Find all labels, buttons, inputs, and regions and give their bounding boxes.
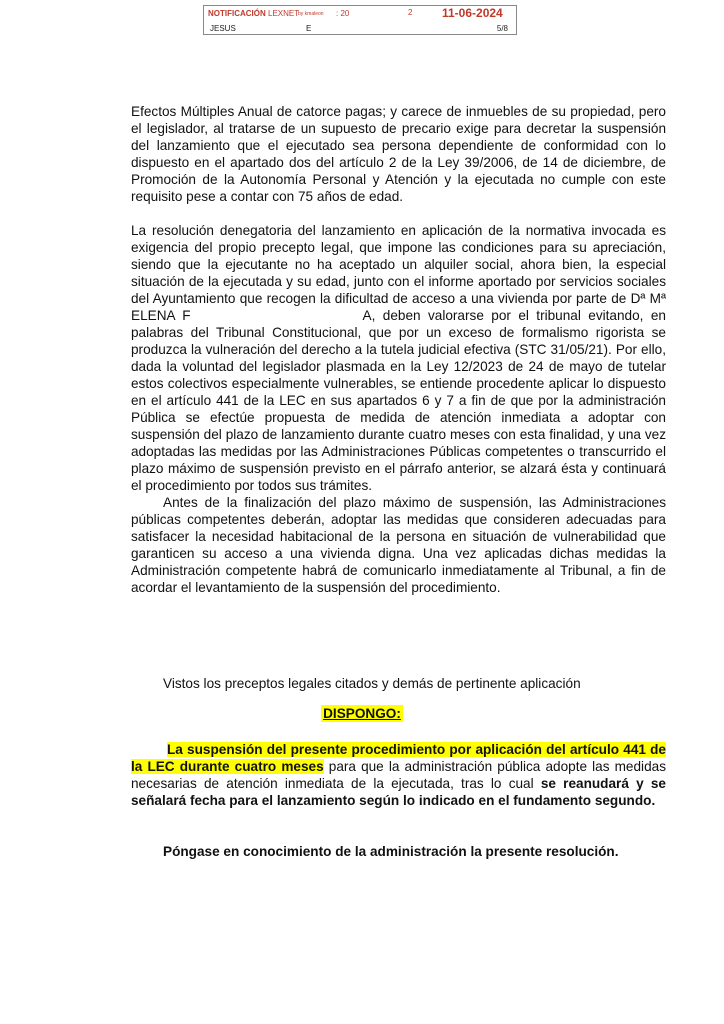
dispongo-heading-wrap: [0, 705, 724, 723]
paragraph-2: [131, 222, 666, 494]
paragraph-3: Antes de la finalización del plazo máximo de suspensión, las Administraciones públicas competentes deberán, adoptar las medidas que consideren adecuadas para satisfacer la necesidad habitacional de la persona en situación de vulnerabilidad que garanticen su acceso a una vivienda digna. Una vez aplicadas dichas medidas la Administración competente habrá de comunicarlo inmediatamente al Tribunal, a fin de acordar el levantamiento de la suspensión del procedimiento.: [131, 495, 666, 595]
page-number: 5/8: [496, 24, 508, 33]
vistos-line: Vistos los preceptos legales citados y demás de pertinente aplicación: [163, 676, 581, 691]
paragraph-2-part-a: La resolución denegatoria del lanzamiento en aplicación de la normativa invocada es exigencia del propio precepto legal, que impone las condiciones para su apreciación, siendo que la ejecutante no ha aceptado un alquiler social, ahora bien, la especial situación de la ejecutada y su edad, junto con el informe aportado por servicios sociales del Ayuntamiento que recogen la dificultad de acceso a una vivienda por parte de Dª Mª ELENA F: [131, 223, 666, 323]
resolution-paragraph: [131, 741, 666, 809]
lexnet-label: LEXNET: [268, 9, 300, 18]
paragraph-1: Efectos Múltiples Anual de catorce pagas; y carece de inmuebles de su propiedad, pero el legislador, al tratarse de un supuesto de precario exige para decretar la suspensión del lanzamiento que el ejecutado sea persona dependiente de conformidad con lo dispuesto en el apartado dos del artículo 2 de la Ley 39/2006, de 14 de diciembre, de Promoción de la Autonomía Personal y Atención y la ejecutada no cumple con este requisito pese a contar con 75 años de edad.: [131, 104, 666, 204]
header-value: : 20: [336, 9, 350, 18]
notification-date: 11-06-2024: [442, 6, 503, 20]
resolution-bold: se reanudará y se señalará fecha para el lanzamiento según lo indicado en el fundamento segundo.: [131, 776, 666, 808]
recipient-initial: E: [306, 24, 312, 33]
resolution-highlight: La suspensión del presente procedimiento por aplicación del artículo 441 de la LEC durante cuatro meses: [131, 742, 666, 774]
header-row-2: [208, 23, 512, 35]
pongase-line: Póngase en conocimiento de la administración la presente resolución.: [163, 844, 619, 859]
document-body: [131, 103, 666, 596]
notification-label: NOTIFICACIÓN: [208, 9, 266, 18]
by-label: by kmaleon: [298, 11, 324, 17]
recipient-name: JESUS: [210, 24, 236, 33]
resolution-normal: para que la administración pública adopte las medidas necesarias de atención inmediata de la ejecutada, tras lo cual: [131, 759, 666, 791]
header-number: 2: [408, 8, 413, 17]
notification-header: [203, 5, 517, 35]
paragraph-2-part-b: A, deben valorarse por el tribunal evitando, en palabras del Tribunal Constitucional, que por un exceso de formalismo rigorista se produzca la vulneración del derecho a la tutela judicial efectiva (STC 31/05/21). Por ello, dada la voluntad del legislador plasmada en la Ley 12/2023 de 24 de mayo de tutelar estos colectivos especialmente vulnerables, se entiende procedente aplicar lo dispuesto en el artículo 441 de la LEC en sus apartados 6 y 7 a fin de que por la administración Pública se efectúe propuesta de medida de atención inmediata a adoptar con suspensión del plazo de lanzamiento durante cuatro meses con esta finalidad, y una vez adoptadas las medidas por las Administraciones Públicas competentes o transcurrido el plazo máximo de suspensión previsto en el párrafo anterior, se alzará ésta y continuará el procedimiento por todos sus trámites.: [131, 308, 666, 493]
header-row-1: [208, 8, 512, 20]
dispongo-heading: DISPONGO:: [323, 706, 401, 721]
